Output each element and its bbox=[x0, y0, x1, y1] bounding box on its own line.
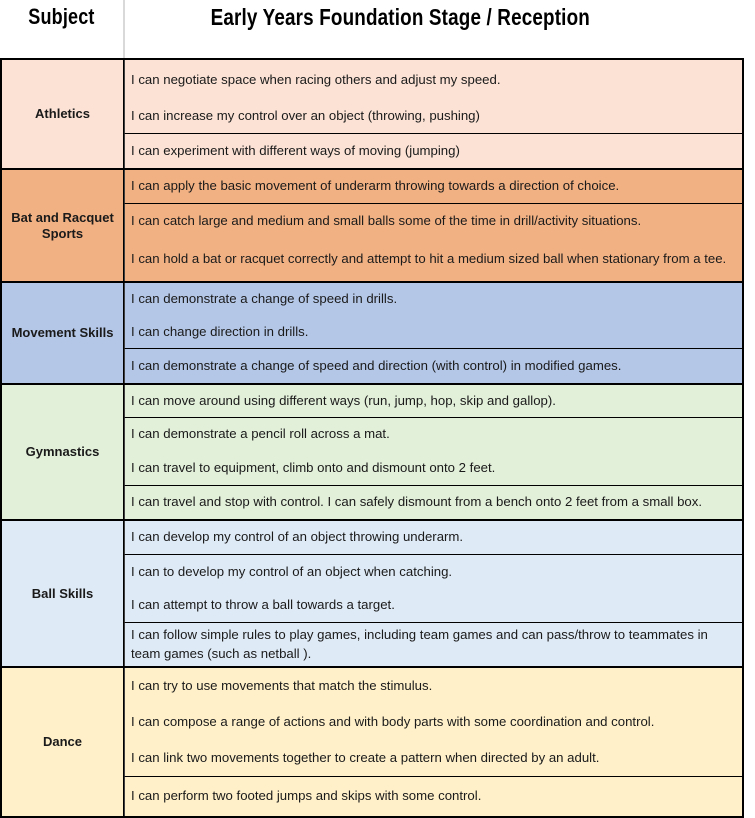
objectives-table bbox=[0, 58, 744, 818]
objective-row bbox=[124, 668, 742, 704]
subject-name-cell bbox=[2, 521, 125, 666]
objective-row bbox=[124, 316, 742, 348]
objective-list bbox=[125, 170, 742, 281]
objective-text: I can change direction in drills. bbox=[131, 323, 309, 339]
subject-block bbox=[2, 385, 742, 521]
objective-row bbox=[124, 283, 742, 316]
objective-list bbox=[125, 521, 742, 666]
objective-text: I can travel to equipment, climb onto and dismount onto 2 feet. bbox=[131, 459, 496, 475]
subject-name-cell bbox=[2, 385, 125, 519]
objective-row bbox=[124, 203, 742, 238]
objective-row bbox=[124, 622, 742, 666]
objective-row bbox=[124, 589, 742, 622]
subject-name-cell bbox=[2, 283, 125, 383]
subject-block bbox=[2, 60, 742, 170]
objective-text: I can attempt to throw a ball towards a target. bbox=[131, 597, 395, 613]
objective-row bbox=[124, 554, 742, 589]
objective-text: I can negotiate space when racing others and adjust my speed. bbox=[131, 71, 501, 87]
objective-row bbox=[124, 348, 742, 383]
objective-row bbox=[124, 521, 742, 554]
objective-text: I can experiment with different ways of moving (jumping) bbox=[131, 142, 460, 158]
objective-list bbox=[125, 668, 742, 816]
objective-text: I can to develop my control of an object when catching. bbox=[131, 563, 453, 579]
subject-block bbox=[2, 283, 742, 385]
objective-row bbox=[124, 417, 742, 451]
objective-text: I can demonstrate a pencil roll across a mat. bbox=[131, 426, 390, 442]
objective-row bbox=[124, 170, 742, 203]
subject-name-cell bbox=[2, 668, 125, 816]
subject-name-label: Ball Skills bbox=[31, 585, 94, 601]
subject-block bbox=[2, 170, 742, 283]
objective-row bbox=[124, 740, 742, 776]
header-cell-subject bbox=[0, 0, 125, 58]
objective-list bbox=[125, 60, 742, 168]
objective-text: I can travel and stop with control. I can safely dismount from a bench onto 2 feet from a small box. bbox=[131, 494, 703, 510]
objective-row bbox=[124, 485, 742, 519]
subject-name-label: Gymnastics bbox=[25, 444, 100, 460]
objective-text: I can develop my control of an object throwing underarm. bbox=[131, 529, 464, 545]
objective-row bbox=[124, 776, 742, 816]
subject-block bbox=[2, 521, 742, 668]
objective-row bbox=[124, 60, 742, 100]
objective-list bbox=[125, 283, 742, 383]
objective-text: I can apply the basic movement of underarm throwing towards a direction of choice. bbox=[131, 178, 620, 194]
objective-text: I can link two movements together to create a pattern when directed by an adult. bbox=[131, 749, 600, 765]
objective-row bbox=[124, 238, 742, 281]
objective-row bbox=[124, 100, 742, 133]
objective-text: I can catch large and medium and small balls some of the time in drill/activity situations. bbox=[131, 212, 642, 228]
objective-row bbox=[124, 133, 742, 168]
subject-name-cell bbox=[2, 60, 125, 168]
subject-name-label: Dance bbox=[42, 734, 83, 750]
objective-text: I can compose a range of actions and with body parts with some coordination and control. bbox=[131, 713, 655, 729]
objective-text: I can perform two footed jumps and skips with some control. bbox=[131, 788, 482, 804]
objective-list bbox=[125, 385, 742, 519]
subject-name-cell bbox=[2, 170, 125, 281]
objective-text: I can demonstrate a change of speed and direction (with control) in modified games. bbox=[131, 357, 622, 373]
subject-block bbox=[2, 668, 742, 816]
objective-text: I can demonstrate a change of speed in drills. bbox=[131, 291, 398, 307]
table-header-row bbox=[0, 0, 755, 58]
objective-text: I can move around using different ways (run, jump, hop, skip and gallop). bbox=[131, 392, 556, 408]
objective-row bbox=[124, 385, 742, 417]
objective-row bbox=[124, 451, 742, 485]
header-stage-label: Early Years Foundation Stage / Reception bbox=[210, 4, 590, 30]
header-cell-stage bbox=[125, 0, 755, 58]
objective-text: I can try to use movements that match the stimulus. bbox=[131, 677, 433, 693]
objective-text: I can increase my control over an object (throwing, pushing) bbox=[131, 108, 480, 124]
subject-name-label: Bat and Racquet Sports bbox=[11, 209, 114, 241]
subject-name-label: Athletics bbox=[35, 106, 90, 122]
objective-text: I can hold a bat or racquet correctly and attempt to hit a medium sized ball when stationary from a tee. bbox=[131, 251, 727, 267]
objective-row bbox=[124, 704, 742, 740]
header-subject-label: Subject bbox=[28, 4, 95, 29]
objective-text: I can follow simple rules to play games, including team games and can pass/throw to teammates in team games (such as netball ). bbox=[131, 626, 708, 661]
subject-name-label: Movement Skills bbox=[11, 325, 114, 341]
